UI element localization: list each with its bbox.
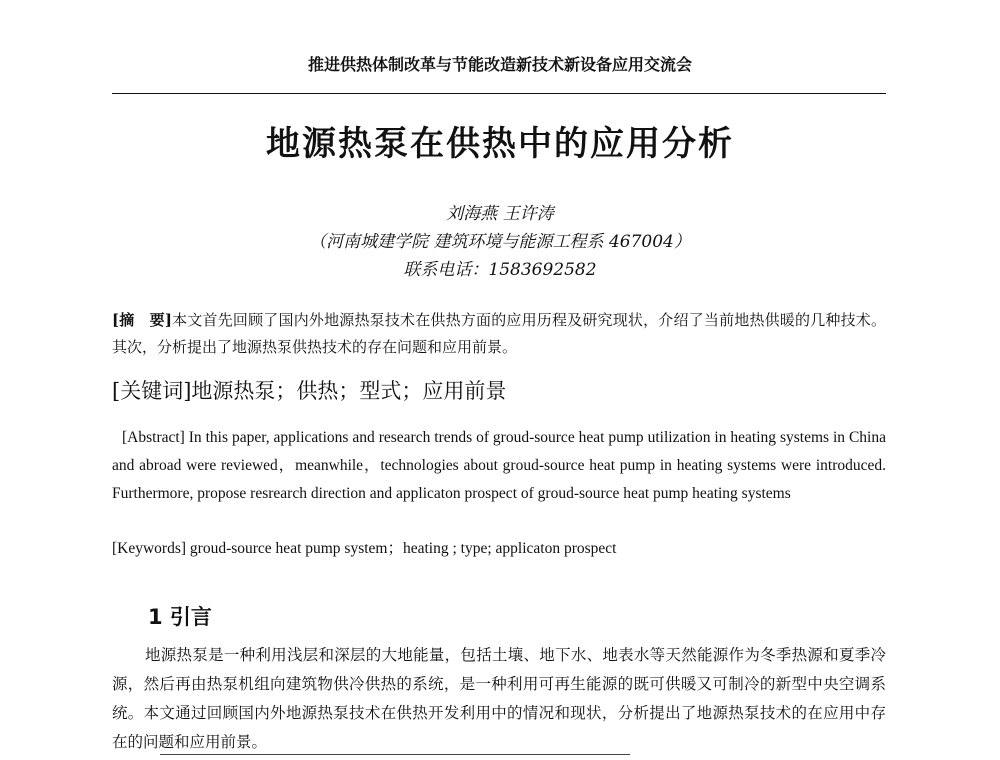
footer-rule	[160, 754, 630, 755]
paper-title: 地源热泵在供热中的应用分析	[266, 124, 734, 164]
contact-phone: 联系电话：1583692582	[403, 260, 597, 280]
abstract-cn	[112, 307, 886, 361]
affiliation: （河南城建学院 建筑环境与能源工程系 467004）	[309, 232, 691, 252]
keywords-en: [Keywords] groud-source heat pump system；heating ; type; applicaton prospect	[112, 540, 617, 557]
abstract-cn-text: 本文首先回顾了国内外地源热泵技术在供热方面的应用历程及研究现状，介绍了当前地热供暖的几种技术。其次，分析提出了地源热泵供热技术的存在问题和应用前景。	[112, 311, 886, 356]
conference-header: 推进供热体制改革与节能改造新技术新设备应用交流会	[307, 55, 692, 74]
keywords-cn: [关键词]地源热泵；供热；型式；应用前景	[112, 379, 507, 403]
authors: 刘海燕 王许涛	[446, 204, 554, 224]
abstract-cn-label: [摘 要]	[112, 311, 172, 329]
abstract-en-text: [Abstract] In this paper, applications and research trends of groud-source heat pump utilization in heating systems in China and abroad were reviewed，meanwhile，technologies about groud-source heat pump in heating systems were introduced. Furthermore, propose resrearch direction and applicaton prospect of groud-source heat pump heating systems	[112, 429, 886, 502]
section-body: 地源热泵是一种利用浅层和深层的大地能量，包括土壤、地下水、地表水等天然能源作为冬季热源和夏季冷源，然后再由热泵机组向建筑物供冷供热的系统，是一种利用可再生能源的既可供暖又可制冷的新型中央空调系统。本文通过回顾国内外地源热泵技术在供热开发利用中的情况和现状，分析提出了地源热泵技术的在应用中存在的问题和应用前景。	[112, 646, 886, 751]
header-rule	[112, 93, 886, 94]
section-heading: 1 引言	[148, 605, 212, 629]
abstract-en	[112, 424, 886, 508]
